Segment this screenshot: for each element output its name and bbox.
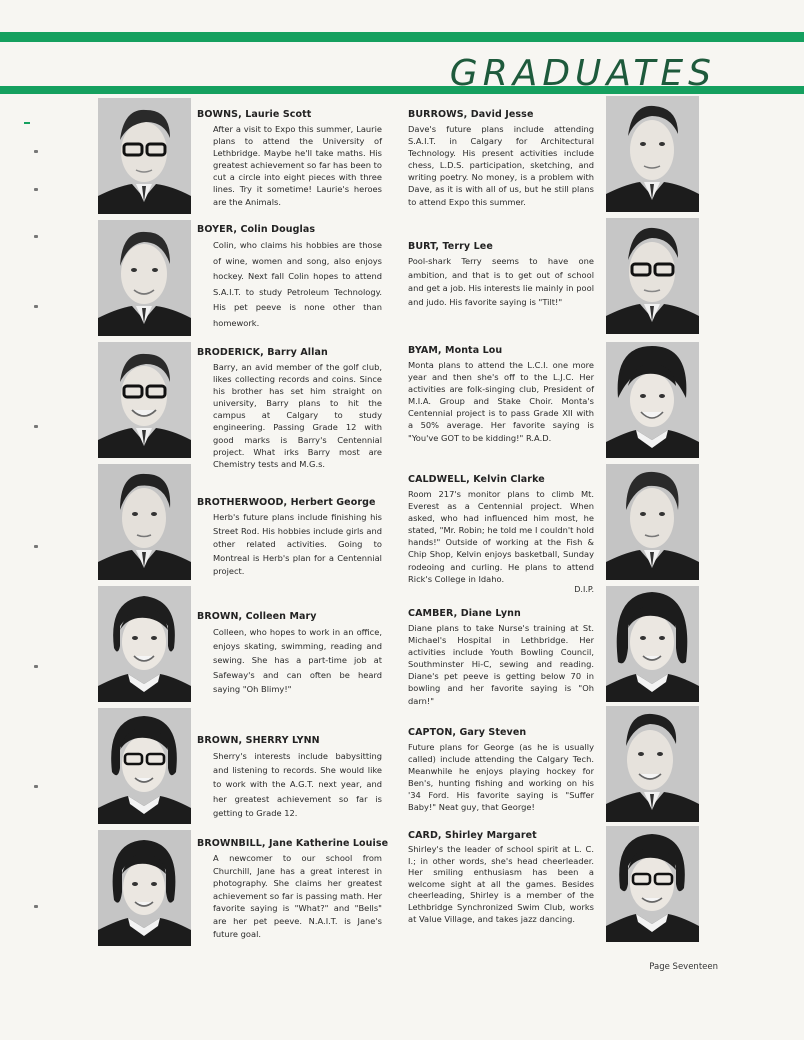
binder-hole-mark bbox=[34, 150, 38, 153]
header-banner bbox=[0, 32, 804, 94]
portrait-photo bbox=[98, 98, 191, 214]
portrait-photo bbox=[98, 464, 191, 580]
graduate-bio: A newcomer to our school from Churchill, Jane has a great interest in photography. She claims her greatest achievement so far is passing math. Her favorite saying is "What?" and "Bells" are her pet peeve. N.A.I.T. is Jane's future goal. bbox=[213, 853, 382, 939]
graduate-entry bbox=[408, 474, 594, 594]
graduate-bio: Future plans for George (as he is usually called) include attending the Calgary Tech. Meanwhile he enjoys playing hockey for Ben's, hunting fishing and working on his '34 Ford. His favorite saying is "Suffer Baby!" Neat guy, that George! bbox=[408, 742, 594, 813]
graduate-entry bbox=[408, 608, 594, 707]
graduate-entry bbox=[197, 224, 382, 331]
graduate-entry bbox=[197, 838, 389, 940]
graduate-entry bbox=[197, 735, 382, 820]
graduate-name: CAPTON, Gary Steven bbox=[408, 727, 527, 738]
graduate-bio: Pool-shark Terry seems to have one ambition, and that is to get out of school and get a job. His interests lie mainly in pool and judo. His favorite saying is "Tilt!" bbox=[408, 256, 594, 307]
graduate-bio: Monta plans to attend the L.C.I. one more year and then she's off to the L.J.C. Her activities are folk-singing club, President of M.I.A. Group and Stake Choir. Monta's Centennial project is to pass Grade XII with a 50% average. Her favorite saying is "You've GOT to be kidding!" R.A.D. bbox=[408, 360, 594, 443]
graduate-name: BROWN, Colleen Mary bbox=[197, 611, 317, 622]
graduate-bio: Colin, who claims his hobbies are those of wine, women and song, also enjoys hockey. Next fall Colin hopes to attend S.A.I.T. to study Petroleum Technology. His pet peeve is none other than homework. bbox=[213, 240, 382, 328]
portrait-photo bbox=[606, 706, 699, 822]
author-initials: D.I.P. bbox=[574, 584, 594, 594]
graduate-bio: Sherry's interests include babysitting and listening to records. She would like to work with the A.G.T. next year, and her greatest achievement so far is getting to Grade 12. bbox=[213, 751, 382, 818]
graduate-name: CARD, Shirley Margaret bbox=[408, 830, 537, 841]
portrait-photo bbox=[98, 220, 191, 336]
portrait-photo bbox=[606, 826, 699, 942]
graduate-entry bbox=[197, 347, 382, 470]
graduate-bio: Dave's future plans include attending S.A.I.T. in Calgary for Architectural Technology. His present activities include chess, L.D.S. participation, sketching, and writing poetry. No money, is a problem with Dave, as it is with all of us, but he still plans to attend Expo this summer. bbox=[408, 124, 594, 207]
graduate-name: BURROWS, David Jesse bbox=[408, 109, 534, 120]
graduate-bio: After a visit to Expo this summer, Laurie plans to attend the University of Lethbridge. Maybe he'll take maths. His greatest achievement so far has been to cut a circle into eight pieces with three lines. Try it sometime! Laurie's heroes are the Animals. bbox=[213, 124, 383, 207]
portrait-photo bbox=[606, 586, 699, 702]
binder-hole-mark bbox=[34, 545, 38, 548]
binder-hole-mark bbox=[34, 785, 38, 788]
portrait-photo bbox=[606, 342, 699, 458]
graduate-entry bbox=[197, 611, 382, 696]
portrait-photo bbox=[98, 830, 191, 946]
graduate-name: BROTHERWOOD, Herbert George bbox=[197, 497, 376, 508]
graduate-entry bbox=[408, 345, 594, 444]
portrait-photo bbox=[98, 586, 191, 702]
page-number: Page Seventeen bbox=[649, 962, 718, 972]
binder-hole-mark bbox=[34, 235, 38, 238]
graduate-name: BYAM, Monta Lou bbox=[408, 345, 503, 356]
portrait-photo bbox=[98, 342, 191, 458]
binder-hole-mark bbox=[34, 905, 38, 908]
page-title: GRADUATES bbox=[449, 53, 716, 94]
binder-hole-mark bbox=[34, 305, 38, 308]
binder-hole-mark bbox=[34, 665, 38, 668]
graduate-name: CAMBER, Diane Lynn bbox=[408, 608, 521, 619]
graduate-entry bbox=[408, 241, 594, 309]
portrait-photo bbox=[606, 464, 699, 580]
graduate-bio: Room 217's monitor plans to climb Mt. Everest as a Centennial project. When asked, who had influenced him most, he stated, "Mr. Robin; he told me I couldn't hold hands!" Outside of working at the Fish & Chip Shop, Kelvin enjoys basketball, Sunday rodeoing and curling. He plans to attend Rick's College in Idaho. bbox=[408, 489, 594, 584]
portrait-photo bbox=[98, 708, 191, 824]
graduate-entry bbox=[408, 109, 594, 208]
graduate-entry bbox=[408, 830, 594, 925]
graduate-entry bbox=[197, 497, 382, 579]
graduate-name: BROWNBILL, Jane Katherine Louise bbox=[197, 838, 389, 849]
graduate-name: BRODERICK, Barry Allan bbox=[197, 347, 328, 358]
graduate-entry bbox=[408, 727, 594, 814]
graduate-name: CALDWELL, Kelvin Clarke bbox=[408, 474, 545, 485]
graduate-bio: Diane plans to take Nurse's training at St. Michael's Hospital in Lethbridge. Her activities include Youth Bowling Council, Southminster Hi-C, sewing and reading. Diane's pet peeve is getting below 70 in bowling and her favorite saying is "Oh darn!" bbox=[408, 623, 594, 706]
margin-mark bbox=[24, 122, 30, 124]
graduate-name: BROWN, SHERRY LYNN bbox=[197, 735, 320, 746]
graduate-name: BOWNS, Laurie Scott bbox=[197, 109, 312, 120]
graduate-bio: Herb's future plans include finishing his Street Rod. His hobbies include girls and other related activities. Going to Montreal is Herb's plan for a Centennial project. bbox=[213, 512, 382, 576]
portrait-photo bbox=[606, 96, 699, 212]
graduate-bio: Shirley's the leader of school spirit at L. C. I.; in other words, she's head cheerleader. Her smiling enthusiasm has been a welcome sight at all the games. Besides cheerleading, Shirley is a member of the Lethbridge Synchronized Swim Club, works at Value Village, and takes jazz dancing. bbox=[408, 844, 594, 924]
graduate-entry bbox=[197, 109, 382, 208]
graduate-bio: Barry, an avid member of the golf club, likes collecting records and coins. Since his brother has set him straight on university, Barry plans to hit the campus at Calgary to study engineering. Passing Grade 12 with good marks is Barry's Centennial project. What irks Barry most are Chemistry tests and M.G.s. bbox=[213, 362, 382, 469]
portrait-photo bbox=[606, 218, 699, 334]
binder-hole-mark bbox=[34, 425, 38, 428]
graduate-name: BURT, Terry Lee bbox=[408, 241, 493, 252]
graduate-bio: Colleen, who hopes to work in an office, enjoys skating, swimming, reading and sewing. She has a part-time job at Safeway's and can often be heard saying "Oh Blimy!" bbox=[213, 627, 382, 694]
header-banner-inner bbox=[0, 42, 804, 94]
binder-hole-mark bbox=[34, 188, 38, 191]
graduate-name: BOYER, Colin Douglas bbox=[197, 224, 316, 235]
